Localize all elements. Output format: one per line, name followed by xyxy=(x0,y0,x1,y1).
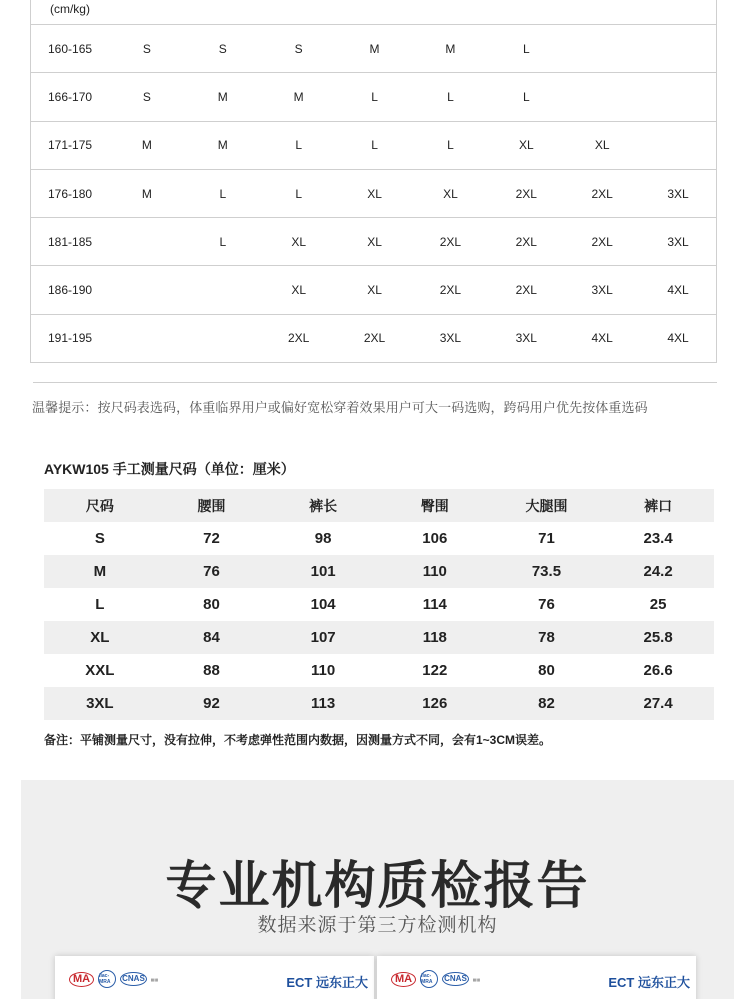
size-tip: 温馨提示：按尺码表选码，体重临界用户或偏好宽松穿着效果用户可大一码选购，跨码用户优先按体重选码 xyxy=(32,400,648,415)
height-range-cell: 191-195 xyxy=(48,331,93,346)
measure-table-row xyxy=(44,555,714,588)
measure-cell: 80 xyxy=(203,596,220,613)
measure-cell: 84 xyxy=(203,629,220,646)
size-cell: 4XL xyxy=(591,331,613,346)
measure-cell: 3XL xyxy=(86,695,114,712)
size-cell: XL xyxy=(594,138,610,153)
grid-header-weight xyxy=(109,0,185,24)
size-cell: XL xyxy=(443,186,458,201)
size-cell: 2XL xyxy=(515,234,537,249)
measure-cell: 110 xyxy=(311,662,336,679)
size-grid-row xyxy=(31,314,716,362)
measure-cell: 73.5 xyxy=(531,563,562,580)
size-cell: 3XL xyxy=(515,331,537,346)
size-grid xyxy=(30,0,717,363)
size-cell: M xyxy=(445,41,456,56)
measure-cell: L xyxy=(95,596,105,613)
accreditation-mark-icon: ▦▦ xyxy=(472,976,481,982)
size-cell: XL xyxy=(367,234,382,249)
size-cell: 4XL xyxy=(667,331,689,346)
report-subtitle: 数据来源于第三方检测机构 xyxy=(257,915,498,936)
measure-cell: 98 xyxy=(314,530,332,547)
measure-cell: S xyxy=(94,530,105,547)
measure-cell: 76 xyxy=(538,596,555,613)
size-cell: 2XL xyxy=(287,331,310,346)
size-cell: M xyxy=(141,138,152,153)
size-cell: 2XL xyxy=(439,283,462,298)
certification-logos xyxy=(391,970,495,988)
measure-cell: 80 xyxy=(538,662,555,679)
measure-note: 备注：平铺测量尺寸，没有拉伸，不考虑弹性范围内数据，因测量方式不同，会有1~3CM误差。 xyxy=(44,733,552,747)
report-card[interactable] xyxy=(377,956,696,999)
cnas-logo-icon: CNAS xyxy=(442,972,469,986)
size-cell: 3XL xyxy=(439,331,462,346)
ect-brand-logo: ECT 远东正大 xyxy=(608,975,690,990)
size-cell: XL xyxy=(518,138,534,153)
measure-cell: 104 xyxy=(310,596,336,613)
header-cell: 尺码 xyxy=(85,497,114,514)
size-cell: 2XL xyxy=(591,186,613,201)
measure-cell: 23.4 xyxy=(643,530,673,547)
measure-table-row xyxy=(44,654,714,687)
size-cell: XL xyxy=(367,283,382,298)
size-cell: L xyxy=(447,138,454,153)
size-grid-row xyxy=(31,121,716,169)
measure-table-row xyxy=(44,621,714,654)
size-cell: 2XL xyxy=(591,234,613,249)
size-grid-header xyxy=(31,0,716,24)
height-range-cell: 166-170 xyxy=(48,89,93,104)
size-cell: L xyxy=(447,89,454,104)
measure-table xyxy=(44,489,714,720)
grid-header-weight xyxy=(640,0,716,24)
size-cell: XL xyxy=(367,186,382,201)
height-range-cell: 181-185 xyxy=(48,234,93,249)
accreditation-mark-icon: ▦▦ xyxy=(150,976,159,982)
size-cell: L xyxy=(522,41,530,56)
size-cell: XL xyxy=(291,283,307,298)
size-grid-row xyxy=(31,265,716,313)
size-cell: 3XL xyxy=(667,234,689,249)
measure-cell: 25.8 xyxy=(643,629,673,646)
size-grid-row xyxy=(31,24,716,72)
measure-cell: 72 xyxy=(203,530,220,547)
measure-cell: 76 xyxy=(203,563,220,580)
grid-header-weight xyxy=(337,0,413,24)
ilac-mra-logo-icon: ilac-MRA xyxy=(98,970,116,988)
measure-table-row xyxy=(44,588,714,621)
size-grid-row xyxy=(31,72,716,120)
measure-cell: 92 xyxy=(203,695,220,712)
measure-cell: 78 xyxy=(538,629,555,646)
measure-cell: 88 xyxy=(203,662,220,679)
header-cell: 腰围 xyxy=(197,497,226,514)
cnas-logo-icon: CNAS xyxy=(120,972,147,986)
size-cell: 2XL xyxy=(363,331,386,346)
size-cell: 2XL xyxy=(515,283,537,298)
size-cell: S xyxy=(294,41,303,56)
size-grid-row xyxy=(31,169,716,217)
size-cell: L xyxy=(295,186,303,201)
measure-table-header xyxy=(44,489,714,522)
size-cell: S xyxy=(142,41,151,56)
height-range-cell: 176-180 xyxy=(48,186,93,201)
size-cell: 3XL xyxy=(591,283,613,298)
size-cell: M xyxy=(141,186,152,201)
measure-cell: 25 xyxy=(649,596,667,613)
measure-cell: 106 xyxy=(422,530,448,547)
header-cell: 裤口 xyxy=(644,497,673,514)
size-cell: 2XL xyxy=(515,186,537,201)
ect-brand-logo: ECT 远东正大 xyxy=(286,975,368,990)
measure-cell: 107 xyxy=(310,629,336,646)
measure-table-row xyxy=(44,687,714,720)
cma-logo-icon: MA xyxy=(391,972,416,987)
measure-cell: 26.6 xyxy=(643,662,673,679)
grid-header-weight xyxy=(412,0,488,24)
report-title: 专业机构质检报告 xyxy=(165,857,590,916)
size-cell: L xyxy=(522,89,530,104)
cma-logo-icon: MA xyxy=(69,972,94,987)
measure-table-title: AYKW105 手工测量尺码（单位：厘米） xyxy=(44,461,295,477)
size-cell: L xyxy=(219,186,227,201)
measure-cell: 114 xyxy=(422,596,447,613)
height-range-cell: 160-165 xyxy=(48,41,93,56)
size-cell: M xyxy=(369,41,380,56)
ilac-mra-logo-icon: ilac-MRA xyxy=(420,970,438,988)
size-cell: S xyxy=(218,41,227,56)
measure-cell: XXL xyxy=(85,662,115,679)
measure-cell: 71 xyxy=(538,530,555,547)
grid-header-weight xyxy=(488,0,564,24)
measure-cell: 82 xyxy=(538,695,555,712)
measure-cell: 110 xyxy=(422,563,447,580)
size-cell: M xyxy=(293,89,304,104)
size-cell: 2XL xyxy=(439,234,462,249)
size-cell: 3XL xyxy=(667,186,689,201)
size-cell: 4XL xyxy=(667,283,689,298)
grid-header-weight xyxy=(261,0,337,24)
size-cell: M xyxy=(217,89,228,104)
measure-cell: 118 xyxy=(422,629,447,646)
measure-cell: 126 xyxy=(422,695,448,712)
grid-header-unit: (cm/kg) xyxy=(49,2,90,16)
header-cell: 臀围 xyxy=(420,497,449,514)
section-divider xyxy=(33,382,717,383)
grid-header-weight xyxy=(564,0,640,24)
size-cell: L xyxy=(219,234,227,249)
measure-table-row xyxy=(44,522,714,555)
measure-cell: 27.4 xyxy=(643,695,673,712)
measure-cell: 101 xyxy=(310,563,336,580)
measure-cell: XL xyxy=(90,629,110,646)
quality-report-section xyxy=(21,780,734,999)
certification-logos xyxy=(69,970,173,988)
size-cell: L xyxy=(371,138,378,153)
report-card[interactable] xyxy=(55,956,374,999)
height-range-cell: 186-190 xyxy=(48,283,93,298)
size-cell: XL xyxy=(291,234,307,249)
measure-cell: M xyxy=(93,563,107,580)
grid-header-weight xyxy=(185,0,261,24)
size-cell: L xyxy=(295,138,303,153)
height-range-cell: 171-175 xyxy=(48,138,93,153)
size-grid-row xyxy=(31,217,716,265)
header-cell: 裤长 xyxy=(309,497,338,514)
measure-cell: 24.2 xyxy=(643,563,673,580)
size-cell: M xyxy=(217,138,228,153)
measure-cell: 122 xyxy=(422,662,448,679)
header-cell: 大腿围 xyxy=(525,497,568,514)
size-cell: S xyxy=(142,89,151,104)
measure-cell: 113 xyxy=(311,695,336,712)
size-cell: L xyxy=(371,89,378,104)
